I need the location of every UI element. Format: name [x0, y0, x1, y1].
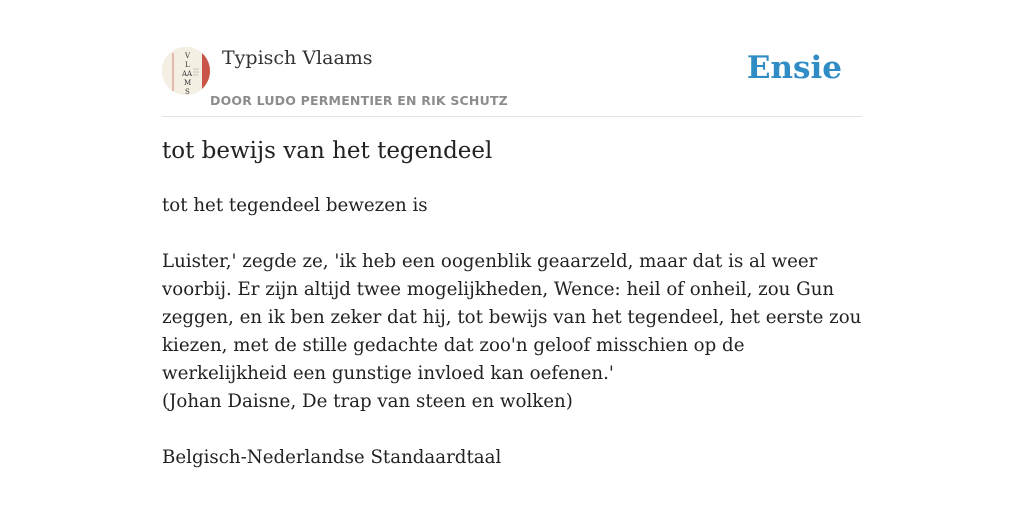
svg-text:L: L [185, 61, 190, 69]
entry-citation: (Johan Daisne, De trap van steen en wolken) [162, 391, 573, 412]
svg-text:A: A [182, 70, 188, 78]
entry-definition: tot het tegendeel bewezen is [162, 195, 428, 216]
svg-text:S: S [185, 88, 190, 95]
ensie-logo[interactable]: Ensie [746, 50, 842, 86]
source-authors: DOOR LUDO PERMENTIER EN RIK SCHUTZ [210, 93, 508, 108]
vlaams-logo-icon [162, 47, 210, 95]
svg-text:A: A [187, 70, 193, 78]
svg-text:M: M [184, 79, 192, 87]
paragraph-spacer [162, 416, 862, 444]
source-header [162, 44, 862, 117]
source-title[interactable]: Typisch Vlaams [222, 47, 373, 69]
svg-text:V: V [185, 52, 191, 60]
paragraph-spacer [162, 220, 862, 248]
source-avatar[interactable] [162, 47, 210, 95]
entry-language-label: Belgisch-Nederlandse Standaardtaal [162, 447, 502, 468]
entry-term: tot bewijs van het tegendeel [162, 138, 493, 164]
entry-content [162, 192, 862, 472]
entry-quote: Luister,' zegde ze, 'ik heb een oogenblik geaarzeld, maar dat is al weer voorbij. Er zijn altijd twee mogelijkheden, Wence: heil of onheil, zou Gun zeggen, en ik ben zeker dat hij, tot bewijs van het tegendeel, het eerste zou kiezen, met de stille gedachte dat zoo'n geloof misschien op de werkelijkheid een gunstige invloed kan oefenen.' [162, 251, 862, 384]
